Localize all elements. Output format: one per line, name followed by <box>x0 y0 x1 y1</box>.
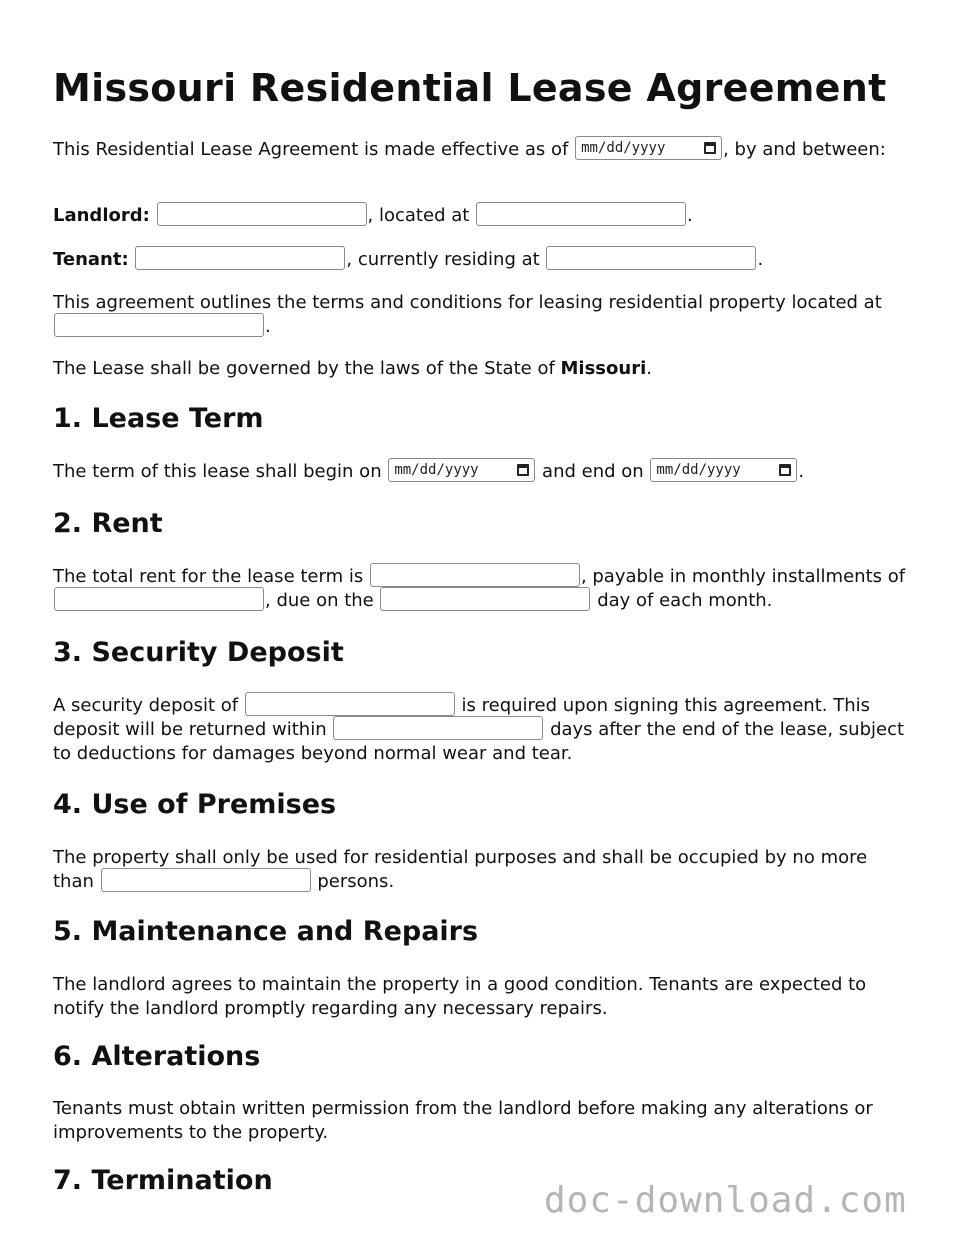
intro-text: This Residential Lease Agreement is made effective as of <box>53 139 575 160</box>
premises-text-2: persons. <box>311 871 395 892</box>
rent-paragraph <box>53 565 913 613</box>
landlord-located-text: , located at <box>367 205 476 226</box>
governing-text: The Lease shall be governed by the laws of the State of <box>53 358 561 379</box>
property-text: This agreement outlines the terms and conditions for leasing residential property located at <box>53 292 882 313</box>
deposit-text-2: is required upon signing this agreement. This deposit will be returned within <box>53 695 870 740</box>
rent-text: The total rent for the lease term is <box>53 566 369 587</box>
property-end: . <box>265 316 271 337</box>
governing-law-paragraph <box>53 357 913 381</box>
tenant-line-end: . <box>757 249 764 270</box>
governing-state: Missouri <box>560 358 647 379</box>
lease-start-date-field[interactable] <box>388 458 535 482</box>
premises-paragraph <box>53 846 913 894</box>
deposit-paragraph <box>53 694 913 766</box>
document-title: Missouri Residential Lease Agreement <box>53 66 887 110</box>
section-heading-use-of-premises: 4. Use of Premises <box>53 789 337 820</box>
landlord-address-field[interactable] <box>476 202 686 226</box>
date-placeholder: mm/dd/yyyy <box>581 140 666 156</box>
landlord-label: Landlord: <box>53 205 150 226</box>
lease-term-text-2: and end on <box>536 461 650 482</box>
date-placeholder: mm/dd/yyyy <box>656 462 741 478</box>
date-placeholder: mm/dd/yyyy <box>394 462 479 478</box>
section-heading-maintenance: 5. Maintenance and Repairs <box>53 916 479 947</box>
deposit-text: A security deposit of <box>53 695 244 716</box>
property-paragraph <box>53 291 913 339</box>
total-rent-field[interactable] <box>370 563 580 587</box>
property-address-field[interactable] <box>54 313 264 337</box>
intro-text-end: , by and between: <box>723 139 886 160</box>
alterations-paragraph: Tenants must obtain written permission from the landlord before making any alterations or improvements to the property. <box>53 1098 873 1143</box>
lease-end-date-field[interactable] <box>650 458 797 482</box>
deposit-amount-field[interactable] <box>245 692 455 716</box>
section-heading-alterations: 6. Alterations <box>53 1041 261 1072</box>
section-heading-lease-term: 1. Lease Term <box>53 403 264 434</box>
section-heading-termination: 7. Termination <box>53 1165 273 1196</box>
calendar-icon[interactable] <box>779 464 791 476</box>
effective-date-field[interactable] <box>575 136 722 160</box>
deposit-text-3: days after the end of the lease, subject to deductions for damages beyond normal wear and tear. <box>53 719 905 764</box>
calendar-icon[interactable] <box>517 464 529 476</box>
rent-text-2: , payable in monthly installments of <box>580 566 906 587</box>
tenant-name-field[interactable] <box>135 246 345 270</box>
calendar-icon[interactable] <box>704 142 716 154</box>
maintenance-paragraph: The landlord agrees to maintain the property in a good condition. Tenants are expected to notify the landlord promptly regarding any necessary repairs. <box>53 974 867 1019</box>
lease-term-paragraph <box>53 460 913 484</box>
deposit-return-days-field[interactable] <box>333 716 543 740</box>
rent-text-4: day of each month. <box>591 590 773 611</box>
landlord-line-end: . <box>687 205 693 226</box>
lease-term-end: . <box>798 461 805 482</box>
lease-term-text: The term of this lease shall begin on <box>53 461 388 482</box>
landlord-name-field[interactable] <box>157 202 367 226</box>
section-heading-security-deposit: 3. Security Deposit <box>53 637 344 668</box>
tenant-residing-text: , currently residing at <box>346 249 546 270</box>
landlord-line <box>53 204 913 228</box>
max-occupants-field[interactable] <box>101 868 311 892</box>
due-day-field[interactable] <box>380 587 590 611</box>
watermark: doc-download.com <box>544 1180 907 1221</box>
monthly-installment-field[interactable] <box>54 587 264 611</box>
tenant-address-field[interactable] <box>546 246 756 270</box>
tenant-label: Tenant: <box>53 249 129 270</box>
rent-text-3: , due on the <box>265 590 380 611</box>
intro-paragraph <box>53 138 913 162</box>
governing-end: . <box>646 358 652 379</box>
tenant-line <box>53 248 913 272</box>
section-heading-rent: 2. Rent <box>53 508 163 539</box>
premises-text: The property shall only be used for residential purposes and shall be occupied by no more than <box>53 847 868 892</box>
